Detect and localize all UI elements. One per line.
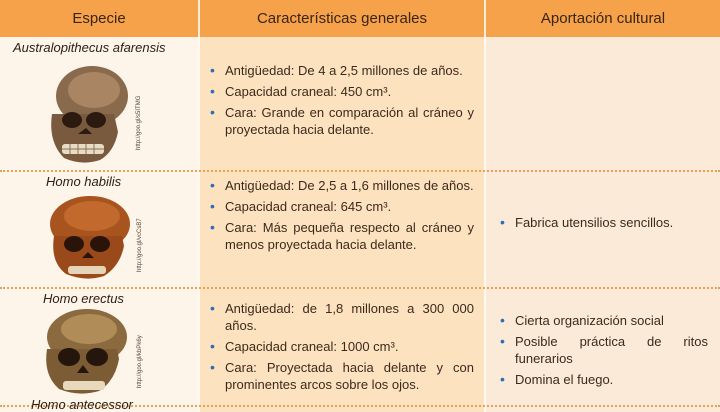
image-credit-url: http://goo.gl/s5ITMG (136, 95, 142, 150)
list-item: • Capacidad craneal: 645 cm³. (204, 198, 474, 215)
image-credit-url: http://goo.gl/vcCsB7 (137, 218, 143, 272)
list-item: • Fabrica utensilios sencillos. (494, 214, 708, 231)
skull-homo-habilis-image (40, 192, 136, 282)
species-name: Australopithecus afarensis (13, 40, 166, 55)
list-item: • Posible práctica de ritos funerarios (494, 333, 708, 367)
culture-list (494, 312, 708, 392)
list-item: • Cara: Más pequeña respecto al cráneo y menos proyectada hacia delante. (204, 219, 474, 253)
characteristics-list (204, 177, 474, 257)
row-separator (0, 287, 720, 289)
species-name: Homo habilis (46, 174, 122, 189)
culture-list (494, 214, 708, 235)
list-item: • Capacidad craneal: 1000 cm³. (204, 338, 474, 355)
list-item: • Capacidad craneal: 450 cm³. (204, 83, 474, 100)
species-name: Homo erectus (43, 291, 124, 306)
skull-australopithecus-image (38, 62, 134, 168)
characteristics-list (204, 300, 474, 397)
row-separator (0, 170, 720, 172)
header-characteristics: Características generales (256, 10, 428, 27)
characteristics-list (204, 62, 474, 142)
skull-homo-erectus-image (33, 303, 133, 399)
species-name: Homo antecessor (31, 397, 133, 412)
list-item: • Antigüedad: De 4 a 2,5 millones de años. (204, 62, 474, 79)
header-species: Especie (72, 10, 126, 27)
column-divider (484, 37, 486, 412)
list-item: • Antigüedad: De 2,5 a 1,6 millones de años. (204, 177, 474, 194)
header-culture: Aportación cultural (540, 10, 666, 27)
column-divider (198, 37, 200, 412)
list-item: • Cierta organización social (494, 312, 708, 329)
table-header (0, 0, 720, 37)
list-item: • Cara: Proyectada hacia delante y con prominentes arcos sobre los ojos. (204, 359, 474, 393)
list-item: • Cara: Grande en comparación al cráneo y proyectada hacia delante. (204, 104, 474, 138)
image-credit-url: http://goo.gl/kbPk6y (137, 335, 143, 388)
list-item: • Domina el fuego. (494, 371, 708, 388)
list-item: • Antigüedad: de 1,8 millones a 300 000 años. (204, 300, 474, 334)
